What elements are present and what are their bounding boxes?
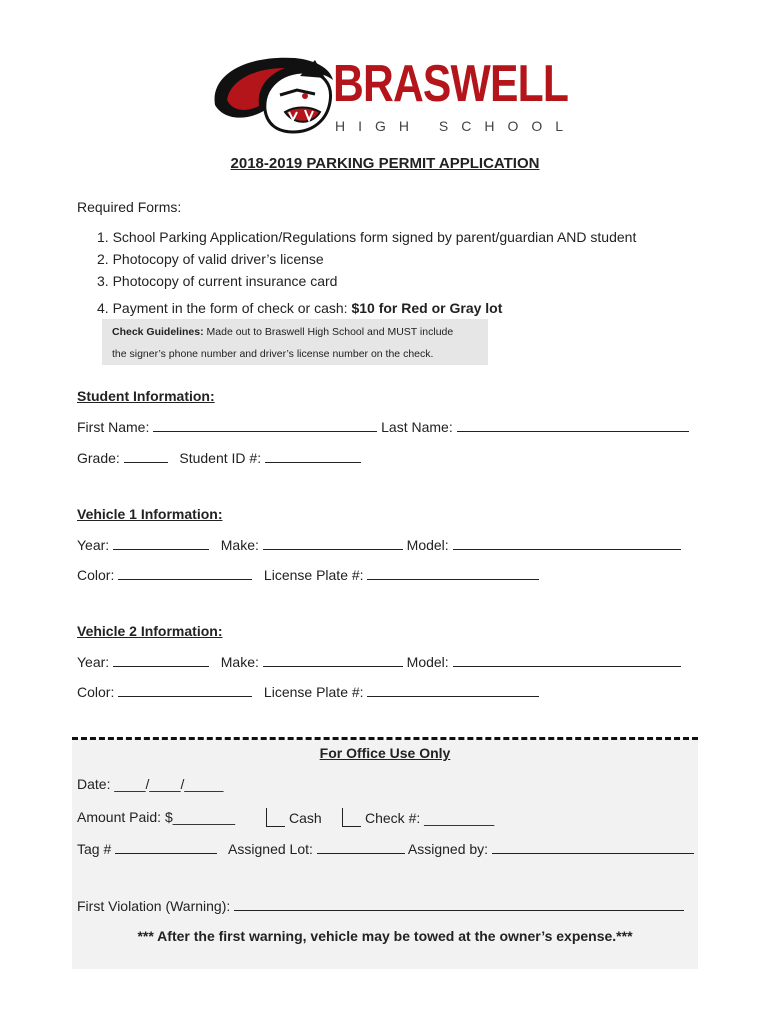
vehicle1-plate-label: License Plate #:	[263, 567, 364, 583]
vehicle2-model-field[interactable]	[453, 652, 681, 667]
vehicle1-color-field[interactable]	[118, 565, 252, 580]
check-option[interactable]	[342, 808, 494, 827]
tow-warning: *** After the first warning, vehicle may be towed at the owner’s expense.***	[137, 928, 633, 944]
vehicle2-year-field[interactable]	[113, 652, 209, 667]
vehicle1-year-label: Year:	[77, 537, 110, 553]
vehicle2-plate-label: License Plate #:	[263, 684, 364, 700]
cash-checkbox[interactable]	[266, 808, 285, 827]
first-name-label: First Name:	[77, 419, 150, 435]
vehicle1-model-field[interactable]	[453, 535, 681, 550]
assigned-by-label: Assigned by:	[407, 841, 489, 857]
check-number-label: Check #: _________	[365, 810, 495, 826]
vehicle1-row2	[77, 565, 539, 584]
vehicle1-row1	[77, 535, 681, 554]
dashed-divider	[72, 737, 698, 740]
vehicle1-make-field[interactable]	[263, 535, 403, 550]
vehicle2-make-label: Make:	[220, 654, 259, 670]
office-amount-paid[interactable]: Amount Paid: $________	[77, 809, 236, 825]
first-name-field[interactable]	[153, 417, 377, 432]
cash-option[interactable]	[266, 808, 322, 827]
tag-label: Tag #	[77, 841, 112, 857]
vehicle1-heading: Vehicle 1 Information:	[77, 506, 223, 522]
vehicle2-model-label: Model:	[406, 654, 449, 670]
violation-field[interactable]	[234, 896, 684, 911]
vehicle1-color-label: Color:	[77, 567, 115, 583]
grade-row	[77, 448, 361, 467]
school-name: BRASWELL	[333, 55, 569, 113]
vehicle2-color-label: Color:	[77, 684, 115, 700]
office-use-heading: For Office Use Only	[319, 745, 451, 761]
cash-label: Cash	[289, 810, 322, 826]
tag-field[interactable]	[115, 839, 217, 854]
vehicle2-year-label: Year:	[77, 654, 110, 670]
violation-label: First Violation (Warning):	[77, 898, 231, 914]
vehicle2-heading: Vehicle 2 Information:	[77, 623, 223, 639]
office-date[interactable]: Date: ____/____/_____	[77, 776, 224, 792]
assigned-lot-label: Assigned Lot:	[228, 841, 313, 857]
student-info-heading: Student Information:	[77, 388, 215, 404]
vehicle1-make-label: Make:	[220, 537, 259, 553]
vehicle1-plate-field[interactable]	[367, 565, 539, 580]
vehicle2-plate-field[interactable]	[367, 682, 539, 697]
required-item-4: 4. Payment in the form of check or cash: $10 for Red or Gray lot	[97, 300, 503, 316]
last-name-label: Last Name:	[381, 419, 453, 435]
vehicle2-row1	[77, 652, 681, 671]
required-item-3: 3. Photocopy of current insurance card	[97, 273, 338, 289]
page-title: 2018-2019 PARKING PERMIT APPLICATION	[230, 155, 540, 172]
grade-field[interactable]	[124, 448, 168, 463]
vehicle1-year-field[interactable]	[113, 535, 209, 550]
assigned-lot-field[interactable]	[317, 839, 405, 854]
check-guidelines-label: Check Guidelines:	[112, 326, 204, 338]
check-checkbox[interactable]	[342, 808, 361, 827]
check-guidelines-line1: Made out to Braswell High School and MUST include	[203, 326, 454, 338]
school-subtitle: HIGH SCHOOL	[335, 118, 577, 134]
vehicle2-color-field[interactable]	[118, 682, 252, 697]
vehicle1-model-label: Model:	[406, 537, 449, 553]
required-item-2: 2. Photocopy of valid driver’s license	[97, 251, 324, 267]
student-id-label: Student ID #:	[179, 450, 262, 466]
check-guidelines-box	[102, 319, 488, 365]
vehicle2-make-field[interactable]	[263, 652, 403, 667]
grade-label: Grade:	[77, 450, 120, 466]
vehicle2-row2	[77, 682, 539, 701]
violation-row	[77, 896, 684, 915]
last-name-field[interactable]	[457, 417, 689, 432]
tiger-head-icon	[215, 58, 333, 132]
required-forms-heading: Required Forms:	[77, 199, 182, 215]
first-name-row	[77, 417, 689, 436]
check-guidelines-line2: the signer’s phone number and driver’s license number on the check.	[112, 348, 434, 360]
required-item-1: 1. School Parking Application/Regulations form signed by parent/guardian AND student	[97, 229, 637, 245]
office-tag-row	[77, 839, 694, 858]
student-id-field[interactable]	[265, 448, 361, 463]
assigned-by-field[interactable]	[492, 839, 694, 854]
